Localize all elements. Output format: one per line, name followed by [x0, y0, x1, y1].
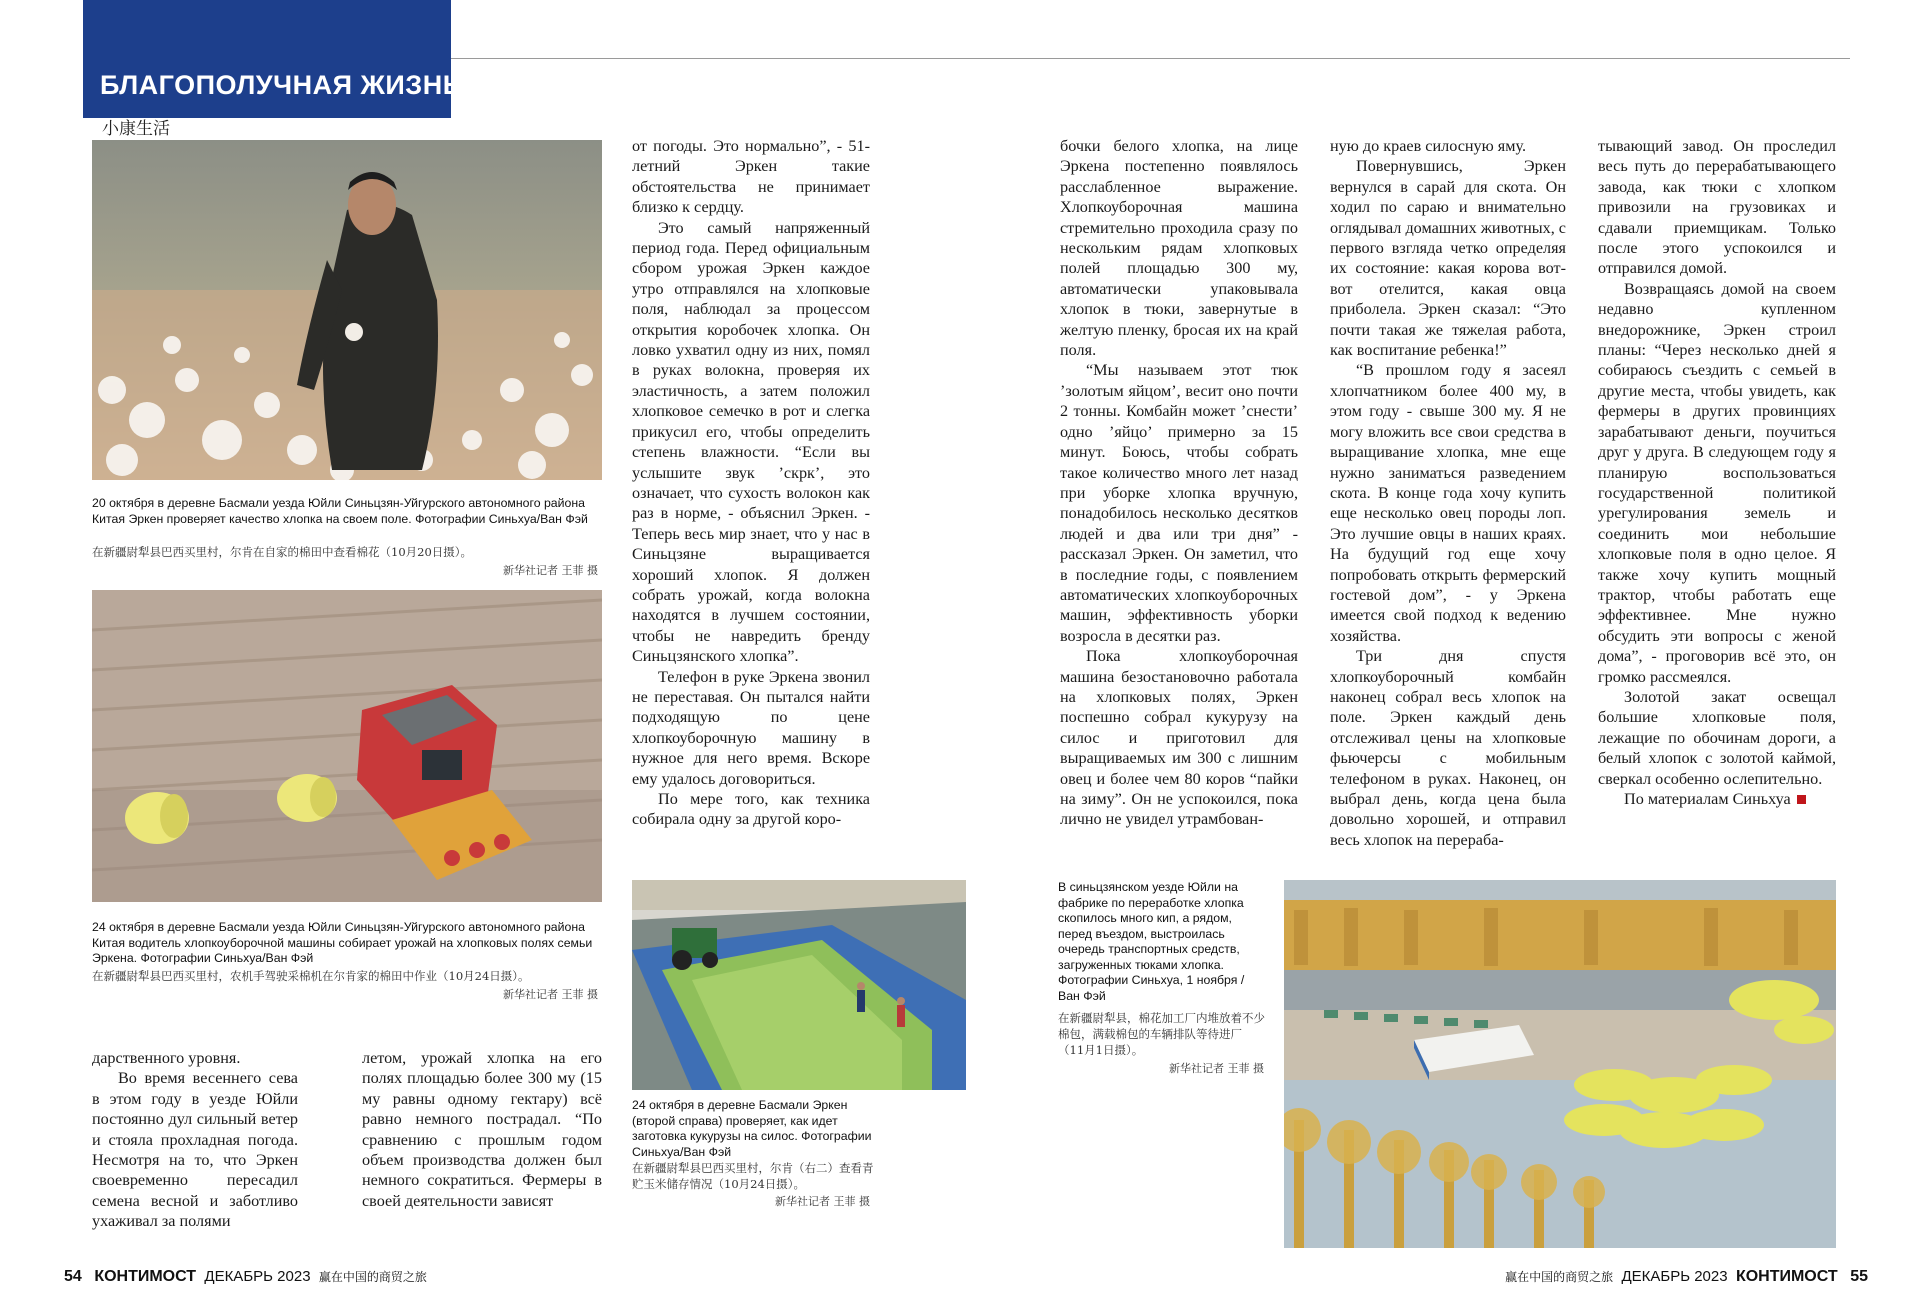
paragraph: Во время весеннего сева в этом году в уезде Юйли постоянно дул сильный ветер и стояла прохладная погода. Несмотря на то, что Эркен своевременно пересадил семена весной и заботливо ухаживал за полями: [92, 1069, 298, 1231]
photo-silage: [632, 880, 966, 1090]
photo3-caption: 24 октября в деревне Басмали Эркен (второй справа) проверяет, как идет заготовка кукурузы на силос. Фотографии Синьхуа/Ван Фэй: [632, 1098, 872, 1159]
magazine-name-left: КОНТИМОСТ: [94, 1268, 197, 1285]
header-rule: [450, 58, 1850, 59]
issue-date-left: ДЕКАБРЬ 2023: [204, 1268, 311, 1285]
paragraph: от погоды. Это нормально”, - 51-летний Эркен такие обстоятельства не принимает близко к сердцу.: [632, 137, 870, 217]
paragraph: Пока хлопкоуборочная машина безостановочно работала на хлопковых полях, Эркен поспешно собрал кукурузу на силос и приготовил для выращиваемых им 300 с лишним овец и более чем 80 коров “пайки на зиму”. Он не успокоился, пока лично не увидел утрамбован-: [1060, 647, 1298, 829]
photo3-credit: 新华社记者 王菲 摄: [775, 1195, 870, 1208]
source-note: [1598, 789, 1836, 809]
paragraph: Возвращаясь домой на своем недавно купленном внедорожнике, Эркен строил планы: “Через несколько дней я собираюсь съездить с семьей в другие места, чтобы увидеть, как фермеры в других провинциях зарабатывают деньги, поучиться друг у друга. В следующем году я планирую воспользоваться государственной политикой урегулирования земель и соединить мои небольшие хлопковые поля в одно целое. Я также хочу купить мощный трактор, чтобы работать еще эффективнее. Мне нужно обсудить эти вопросы с женой дома”, - проговорив всё это, он громко рассмеялся.: [1598, 279, 1836, 686]
paragraph: Повернувшись, Эркен вернулся в сарай для скота. Он ходил по сараю и внимательно оглядывал домашних животных, с первого взгляда четко определяя их состояние: какая корова вот-вот отелится, какая овца приболела. Эркен сказал: “Это почти такая же тяжелая работа, как воспитание ребенка!”: [1330, 157, 1566, 360]
photo-farmer-cotton: [92, 140, 602, 480]
photo3-caption-cn: 在新疆尉犁县巴西买里村，尔肯（右二）查看青贮玉米储存情况（10月24日摄）。: [632, 1161, 874, 1191]
magazine-tagline-left: 赢在中国的商贸之旅: [318, 1270, 427, 1284]
section-title: БЛАГОПОЛУЧНАЯ ЖИЗНЬ: [100, 70, 463, 100]
footer-left: [64, 1268, 427, 1286]
source-note-text: По материалам Синьхуа: [1624, 790, 1791, 808]
magazine-tagline-right: 赢在中国的商贸之旅: [1505, 1270, 1614, 1284]
article-bottom-column-2: [362, 1048, 602, 1211]
photo2-caption-cn: 在新疆尉犁县巴西买里村，农机手驾驶采棉机在尔肯家的棉田中作业（10月24日摄）。: [92, 969, 530, 983]
magazine-name-right: КОНТИМОСТ: [1735, 1268, 1838, 1285]
page-number-left: 54: [64, 1268, 82, 1285]
paragraph: ную до краев силосную яму.: [1330, 137, 1527, 155]
photo2-caption: 24 октября в деревне Басмали уезда Юйли Синьцзян-Уйгурского автономного района Китая водитель хлопкоуборочной машины собирает урожай на хлопковых полях семьи Эркена. Фотографии Синьхуа/Ван Фэй: [92, 920, 593, 965]
article-bottom-column-1: [92, 1048, 298, 1232]
page-number-right: 55: [1850, 1268, 1868, 1285]
article-column-2: [1060, 136, 1298, 830]
paragraph: бочки белого хлопка, на лице Эркена постепенно появлялось расслабленное выражение. Хлопкоуборочная машина стремительно проходила сразу по нескольким рядам хлопковых полей площадью 300 му, автоматически упаковывала хлопок в тюки, завернутые в желтую пленку, бросая их на край поля.: [1060, 137, 1298, 360]
photo-cotton-factory: [1284, 880, 1836, 1248]
section-subtitle: 小康生活: [102, 119, 170, 139]
paragraph: “Мы называем этот тюк ’золотым яйцом’, весит оно почти 2 тонны. Комбайн может ’снести’ одно ’яйцо’ примерно за 15 минут. Боюсь, чтобы собрать такое количество много лет назад при уборке хлопка вручную, понадобилось несколько десятков людей и два или три дня” - рассказал Эркен. Он заметил, что в последние годы, с появлением автоматических хлопкоуборочных машин, эффективность уборки возросла в десятки раз.: [1060, 361, 1298, 645]
paragraph: летом, урожай хлопка на его полях площадью более 300 му (15 му равны одному гектару) всё равно немного пострадал. “По сравнению с прошлым годом объем производства должен был немного сократиться. Фермеры в своей деятельности зависят: [362, 1049, 602, 1210]
photo4-credit: 新华社记者 王菲 摄: [1169, 1062, 1264, 1075]
photo2-credit: 新华社记者 王菲 摄: [503, 988, 598, 1001]
photo4-caption-cn: 在新疆尉犁县，棉花加工厂内堆放着不少棉包，满载棉包的车辆排队等待进厂（11月1日摄）。: [1058, 1011, 1265, 1057]
issue-date-right: ДЕКАБРЬ 2023: [1621, 1268, 1728, 1285]
photo4-caption: В синьцзянском уезде Юйли на фабрике по переработке хлопка скопилось много кип, а рядом, перед въездом, выстроилась очередь транспортных средств, загруженных тюками хлопка. Фотографии Синьхуа, 1 ноября / Ван Фэй: [1058, 880, 1245, 1003]
article-column-4: [1598, 136, 1836, 809]
paragraph: Телефон в руке Эркена звонил не переставая. Он пытался найти подходящую по цене хлопкоуборочную машину в нужное для него время. Вскоре ему удалось договориться.: [632, 667, 870, 788]
photo1-credit: 新华社记者 王菲 摄: [503, 564, 598, 577]
paragraph: Это самый напряженный период года. Перед официальным сбором урожая Эркен каждое утро отправлялся на хлопковые поля, наблюдал за процессом открытия коробочек хлопка. Он ловко ухватил одну из них, помял в руках волокна, проверяя их эластичность, а затем положил хлопковое семечко в рот и слегка прикусил его, чтобы определить степень влажности. “Если вы услышите звук ’скрк’, это означает, что сухость волокон как раз в норме, - объяснил Эркен. - Теперь весь мир знает, что у нас в Синьцзяне выращивается хороший хлопок. Я должен собрать урожай, когда волокна находятся в лучшем состоянии, чтобы не навредить бренду Синьцзянского хлопка”.: [632, 218, 870, 666]
photo-harvester: [92, 590, 602, 902]
article-column-3: [1330, 136, 1566, 850]
photo1-caption-cn: 在新疆尉犁县巴西买里村，尔肯在自家的棉田中查看棉花（10月20日摄）。: [92, 545, 473, 559]
article-column-1: [632, 136, 870, 830]
paragraph: “В прошлом году я засеял хлопчатником более 400 му, в этом году - свыше 300 му. Я не могу вложить все свои средства в выращивание хлопка, мне еще нужно заниматься разведением скота. В конце года хочу купить еще несколько овец породы лоп. Это лучшие овцы в наших краях. На будущий год еще хочу попробовать открыть фермерский гостевой дом”, - у Эркена имеется свой подход к ведению хозяйства.: [1330, 361, 1566, 645]
paragraph: Три дня спустя хлопкоуборочный комбайн наконец собрал весь хлопок на поле. Эркен каждый день отслеживал цены на хлопковые фьючерсы с мобильным телефоном в руках. Наконец, он выбрал день, когда цена была довольно хорошей, и отправил весь хлопок на перераба-: [1330, 647, 1566, 849]
end-of-article-mark: [1797, 795, 1806, 804]
paragraph: дарственного уровня.: [92, 1049, 241, 1067]
paragraph: Золотой закат освещал большие хлопковые поля, лежащие по обочинам дороги, а белый хлопок с золотой каймой, сверкал особенно ослепительно.: [1598, 687, 1836, 788]
photo1-caption: 20 октября в деревне Басмали уезда Юйли Синьцзян-Уйгурского автономного района Китая Эркен проверяет качество хлопка на своем поле. Фотографии Синьхуа/Ван Фэй: [92, 496, 588, 526]
paragraph: тывающий завод. Он проследил весь путь до перерабатывающего завода, как тюки с хлопком привозили на грузовиках и сдавали приемщикам. Только после этого успокоился и отправился домой.: [1598, 137, 1836, 278]
footer-right: [1505, 1268, 1868, 1286]
paragraph: По мере того, как техника собирала одну за другой коро-: [632, 790, 870, 829]
